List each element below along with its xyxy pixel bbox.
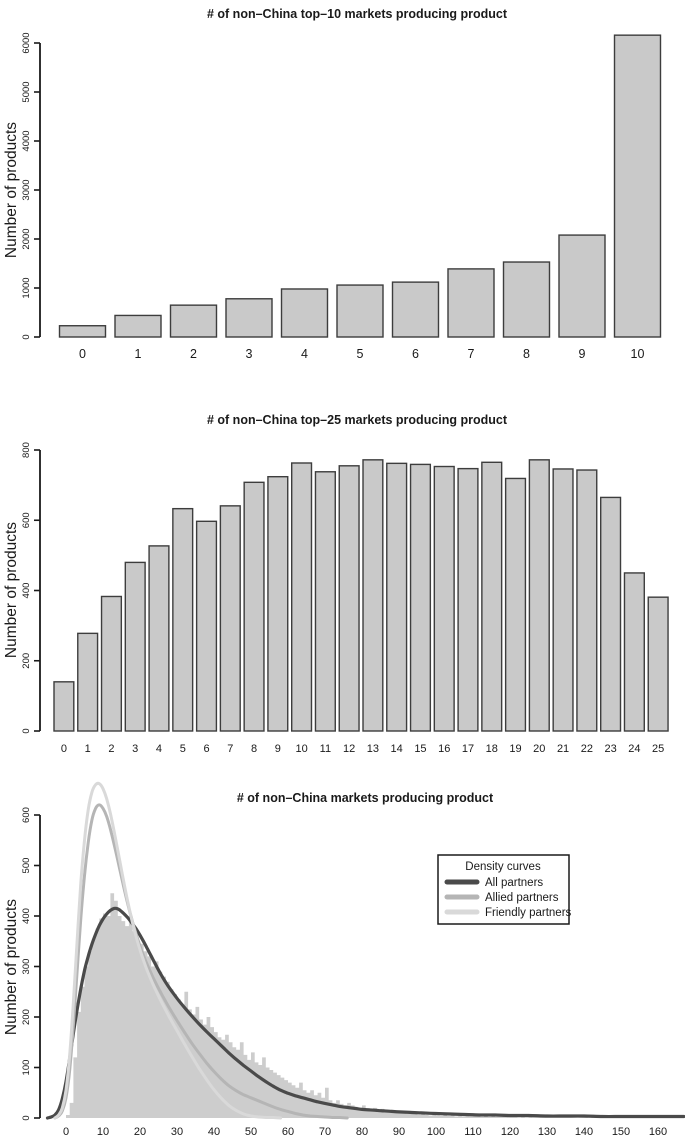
x-tick-label: 21 <box>556 743 570 755</box>
y-tick-label: 100 <box>21 1059 32 1076</box>
bar <box>482 462 502 731</box>
bar <box>559 235 605 337</box>
y-tick-label: 4000 <box>21 130 32 152</box>
x-tick-label: 0 <box>79 347 86 361</box>
y-tick-label: 500 <box>21 857 32 874</box>
y-axis-label: Number of products <box>3 121 20 259</box>
y-tick-label: 800 <box>21 442 32 458</box>
x-tick-label: 5 <box>356 347 364 361</box>
legend-title: Density curves <box>465 861 541 873</box>
bar <box>434 467 454 731</box>
bar <box>393 282 439 337</box>
x-tick-label: 70 <box>318 1126 332 1138</box>
y-axis <box>21 807 40 1121</box>
chart-all-markets <box>0 775 685 1145</box>
x-tick-label: 10 <box>96 1126 110 1138</box>
legend-label: Friendly partners <box>485 907 572 919</box>
y-tick-label: 0 <box>21 728 32 734</box>
y-tick-label: 0 <box>21 1115 32 1121</box>
x-tick-label: 14 <box>390 743 403 755</box>
x-tick-label: 15 <box>414 743 427 755</box>
bar <box>115 315 161 337</box>
x-axis-labels <box>61 743 664 755</box>
y-tick-label: 2000 <box>21 228 32 250</box>
x-tick-label: 10 <box>630 347 645 361</box>
x-tick-label: 2 <box>190 347 197 361</box>
y-tick-label: 5000 <box>21 81 32 103</box>
y-tick-label: 200 <box>21 1009 32 1025</box>
y-tick-label: 3000 <box>21 179 32 201</box>
x-tick-label: 6 <box>203 743 210 755</box>
x-tick-label: 4 <box>301 347 308 361</box>
bar <box>282 289 328 337</box>
x-tick-label: 120 <box>500 1126 520 1138</box>
x-tick-label: 20 <box>533 743 546 755</box>
bar <box>337 285 383 337</box>
bar <box>220 506 240 731</box>
x-tick-label: 16 <box>438 743 451 755</box>
x-tick-label: 40 <box>207 1126 221 1138</box>
x-tick-label: 8 <box>250 743 258 755</box>
x-tick-label: 140 <box>574 1126 594 1138</box>
x-tick-label: 7 <box>467 347 475 361</box>
x-tick-label: 10 <box>295 743 308 755</box>
y-tick-label: 0 <box>21 334 32 340</box>
legend-label: All partners <box>485 877 544 889</box>
x-tick-label: 13 <box>366 743 380 755</box>
bar <box>506 478 526 731</box>
y-tick-label: 1000 <box>21 277 32 299</box>
x-tick-label: 11 <box>319 743 332 755</box>
bar <box>197 521 217 731</box>
y-tick-label: 400 <box>21 582 32 599</box>
bar <box>78 633 98 731</box>
x-tick-label: 1 <box>84 743 91 755</box>
x-tick-label: 23 <box>604 743 617 755</box>
bar <box>504 262 550 337</box>
bar <box>149 546 169 731</box>
chart-title: # of non–China markets producing product <box>236 791 494 805</box>
histogram <box>66 893 680 1118</box>
bar <box>615 35 661 337</box>
x-tick-label: 19 <box>509 743 522 755</box>
x-tick-label: 6 <box>412 347 419 361</box>
bar <box>577 470 597 731</box>
x-tick-label: 30 <box>170 1126 184 1138</box>
x-tick-label: 9 <box>274 743 281 755</box>
bar <box>411 464 431 731</box>
bar <box>268 477 288 731</box>
histogram-bins <box>66 893 680 1118</box>
x-axis-labels <box>79 347 644 361</box>
x-tick-label: 0 <box>60 743 67 755</box>
x-tick-label: 90 <box>392 1126 406 1138</box>
x-tick-label: 22 <box>580 743 593 755</box>
x-tick-label: 50 <box>244 1126 258 1138</box>
x-tick-label: 150 <box>611 1126 631 1138</box>
bar <box>339 466 359 731</box>
x-tick-label: 5 <box>179 743 186 755</box>
chart-title: # of non–China top–10 markets producing product <box>206 7 508 21</box>
x-tick-label: 0 <box>62 1126 70 1138</box>
bar <box>60 326 106 337</box>
y-axis <box>21 32 40 339</box>
bar-series <box>54 460 668 731</box>
bar <box>292 463 312 731</box>
y-tick-label: 400 <box>21 908 32 924</box>
bar <box>529 460 549 731</box>
y-tick-label: 600 <box>21 807 32 823</box>
x-tick-label: 25 <box>652 743 665 755</box>
x-tick-label: 80 <box>355 1126 369 1138</box>
bar <box>102 596 122 731</box>
y-tick-label: 300 <box>21 958 32 975</box>
chart-top10-markets <box>0 0 685 385</box>
legend <box>438 855 572 924</box>
chart-top25-markets <box>0 385 685 775</box>
chart-title: # of non–China top–25 markets producing product <box>206 413 508 427</box>
bar <box>226 299 272 337</box>
x-tick-label: 2 <box>108 743 115 755</box>
bar <box>315 472 335 731</box>
bar <box>553 469 573 731</box>
y-axis-label: Number of products <box>3 521 20 659</box>
x-tick-label: 100 <box>426 1126 446 1138</box>
y-tick-label: 200 <box>21 652 32 669</box>
bar <box>173 509 193 731</box>
y-tick-label: 600 <box>21 512 32 529</box>
x-tick-label: 18 <box>485 743 498 755</box>
x-tick-label: 20 <box>133 1126 147 1138</box>
bar <box>244 482 264 731</box>
x-tick-label: 60 <box>281 1126 295 1138</box>
bar <box>448 269 494 337</box>
x-tick-label: 3 <box>132 743 139 755</box>
x-tick-label: 110 <box>464 1126 482 1138</box>
legend-label: Allied partners <box>485 892 559 904</box>
bar <box>125 562 145 731</box>
bar <box>171 305 217 337</box>
x-tick-label: 1 <box>134 347 142 361</box>
x-tick-label: 17 <box>461 743 475 755</box>
y-axis-label: Number of products <box>3 898 20 1036</box>
x-tick-label: 8 <box>523 347 530 361</box>
y-axis <box>21 442 40 734</box>
bar <box>648 597 668 731</box>
x-tick-label: 160 <box>648 1126 668 1138</box>
x-tick-label: 7 <box>227 743 234 755</box>
bar <box>624 573 644 731</box>
x-tick-label: 130 <box>537 1126 557 1138</box>
bar <box>458 469 478 731</box>
bar <box>601 497 621 731</box>
bar <box>54 682 74 731</box>
x-tick-label: 4 <box>155 743 163 755</box>
y-tick-label: 6000 <box>21 32 32 54</box>
x-tick-label: 3 <box>245 347 253 361</box>
x-tick-label: 24 <box>628 743 641 755</box>
bar-series <box>60 35 661 337</box>
x-tick-label: 9 <box>578 347 586 361</box>
x-axis-labels <box>63 1126 667 1138</box>
x-tick-label: 12 <box>343 743 356 755</box>
bar <box>387 463 407 731</box>
bar <box>363 460 383 731</box>
